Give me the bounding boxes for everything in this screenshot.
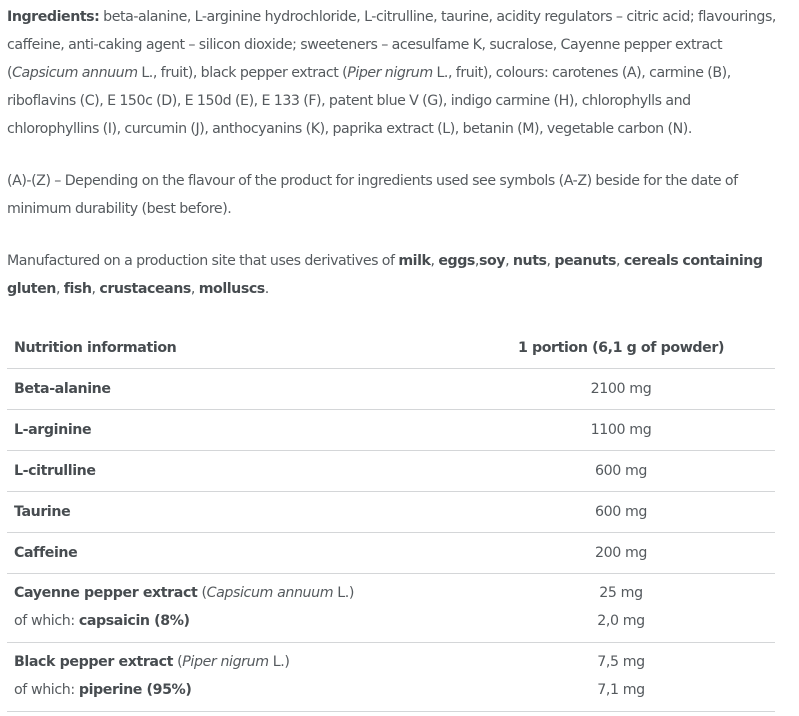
allergen-peanuts: peanuts — [554, 253, 617, 269]
nutrient-value-black-pepper: 7,5 mg 7,1 mg — [597, 654, 645, 698]
nutrient-value: 1100 mg — [590, 422, 652, 438]
table-row — [7, 492, 775, 533]
nutrient-name: L-citrulline — [14, 463, 96, 479]
flavour-note-paragraph: (A)-(Z) – Depending on the flavour of the product for ingredients used see symbols (A-Z) beside for the date of minimum durability (best before). — [7, 173, 738, 217]
ingredients-paragraph — [7, 3, 782, 143]
nutrition-header-name: Nutrition information — [14, 340, 177, 356]
allergen-nuts: nuts — [512, 253, 547, 269]
table-row — [7, 410, 775, 451]
nutrition-header-value: 1 portion (6,1 g of powder) — [517, 340, 725, 356]
table-row-black-pepper — [7, 643, 775, 712]
nutrient-value: 2100 mg — [590, 381, 652, 397]
nutrient-value: 600 mg — [594, 504, 647, 520]
nutrient-name: Beta-alanine — [14, 381, 111, 397]
nutrient-value: 600 mg — [594, 463, 647, 479]
allergens-paragraph: Manufactured on a production site that uses derivatives of milk, eggs,soy, nuts, peanuts, cereals containing gluten, fish, crustaceans, molluscs. — [7, 253, 763, 297]
nutrient-name: L-arginine — [14, 422, 92, 438]
allergen-fish: fish — [63, 281, 92, 297]
allergen-molluscs: molluscs — [198, 281, 265, 297]
allergens-prefix: Manufactured on a production site that uses derivatives of — [7, 253, 399, 269]
table-row-cayenne — [7, 574, 775, 643]
nutrient-name: Caffeine — [14, 545, 78, 561]
ingredients-text-1: beta-alanine, L-arginine hydrochloride, L-citrulline, taurine, acidity regulators – citric acid; flavourings, caffeine, anti-caking agent – silicon dioxide; sweeteners – acesulfame K, sucralose, Cayenne pepper extract ( — [7, 9, 776, 81]
nutrition-table — [7, 328, 775, 712]
nutrient-name: Taurine — [14, 504, 71, 520]
nutrient-name-black-pepper: Black pepper extract (Piper nigrum L.) of which: piperine (95%) — [14, 654, 290, 698]
table-row — [7, 369, 775, 410]
nutrition-header-row — [7, 328, 775, 369]
allergen-soy: soy — [478, 253, 506, 269]
allergen-cereals: cereals containing gluten — [7, 253, 763, 297]
ingredients-latin-piper: Piper nigrum — [347, 65, 433, 81]
allergen-crustaceans: crustaceans — [99, 281, 191, 297]
table-row — [7, 451, 775, 492]
allergen-milk: milk — [398, 253, 431, 269]
ingredients-text-3: L., fruit), colours: carotenes (A), carmine (B), riboflavins (C), E 150c (D), E 150d (E), E 133 (F), patent blue V (G), indigo carmine (H), chlorophylls and chlorophyllins (I), curcumin (J), anthocyanins (K), paprika extract (L), betanin (M), vegetable carbon (N). — [7, 65, 731, 137]
table-row — [7, 533, 775, 574]
ingredients-text-2: L., fruit), black pepper extract ( — [137, 65, 348, 81]
nutrient-name-cayenne: Cayenne pepper extract (Capsicum annuum L.) of which: capsaicin (8%) — [14, 585, 355, 629]
ingredients-label: Ingredients: — [7, 9, 100, 25]
ingredients-latin-capsicum: Capsicum annuum — [12, 65, 138, 81]
nutrient-value: 200 mg — [594, 545, 647, 561]
allergen-eggs: eggs — [438, 253, 475, 269]
nutrient-value-cayenne: 25 mg 2,0 mg — [597, 585, 645, 629]
